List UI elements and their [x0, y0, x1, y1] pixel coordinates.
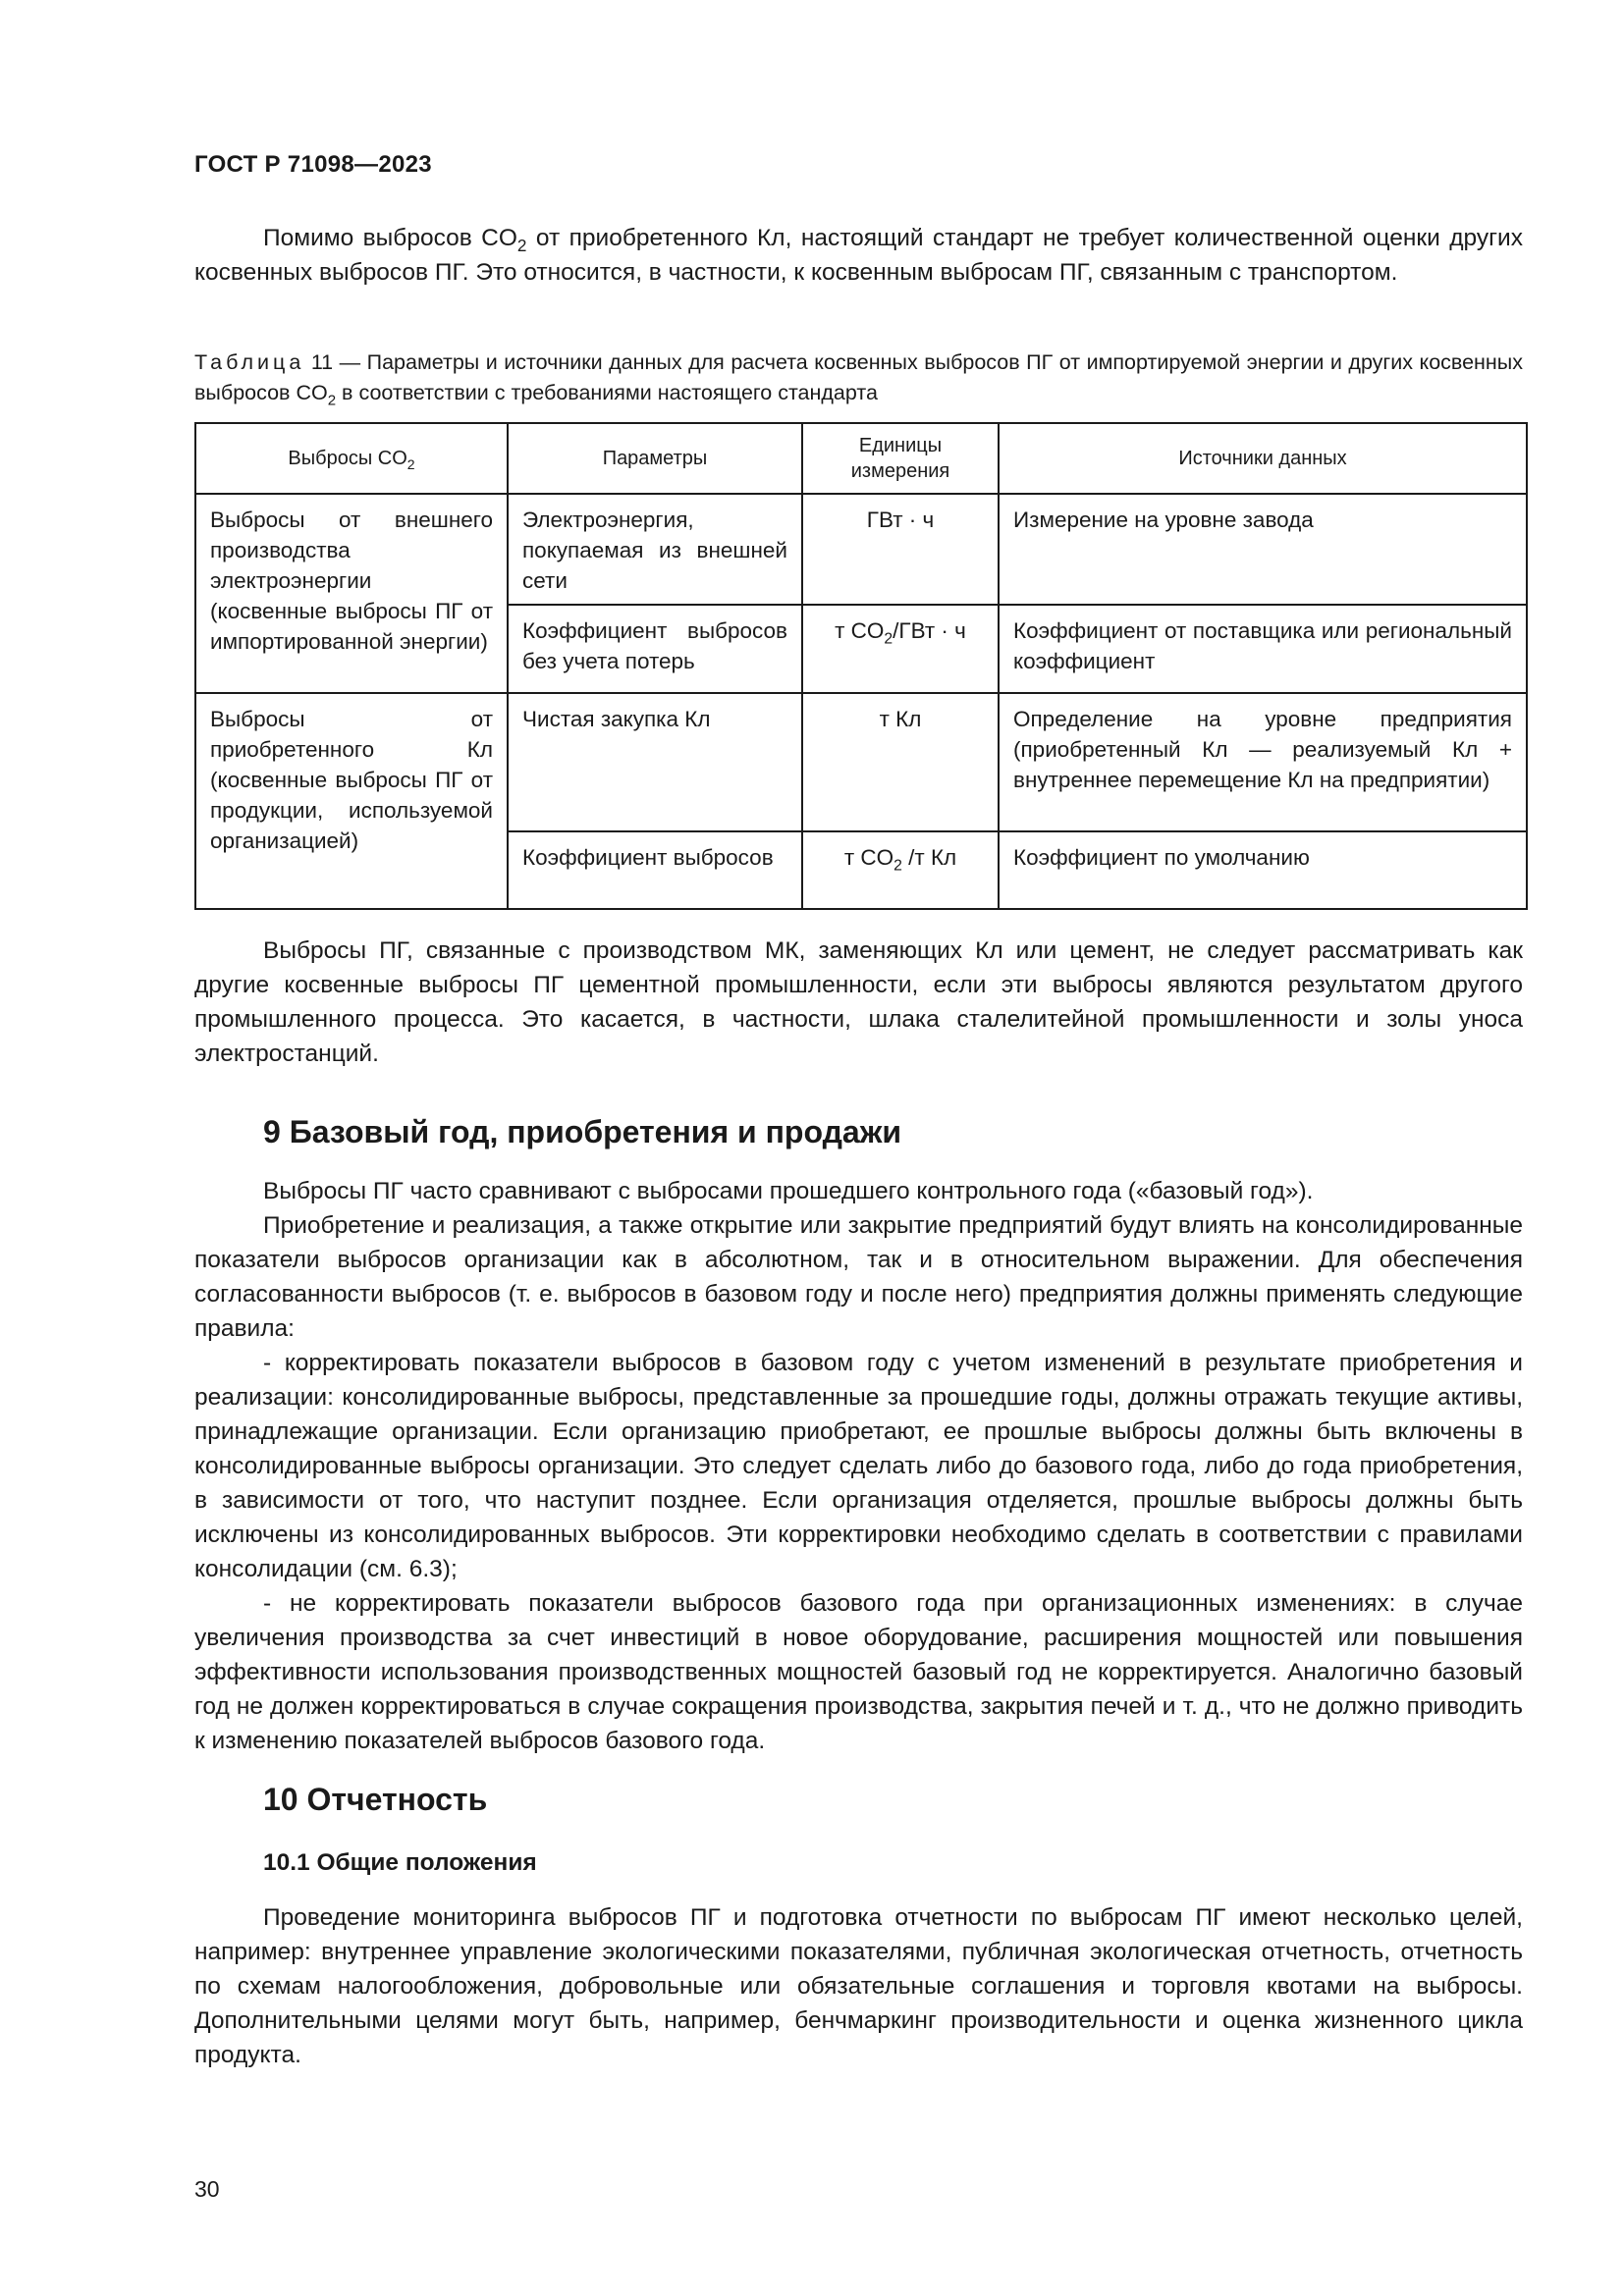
group2-row1-parameter: Чистая закупка Кл	[508, 693, 802, 831]
section-9-bullet-2	[194, 1586, 1523, 1758]
group2-row2-unit	[802, 831, 999, 909]
intro-paragraph	[194, 221, 1523, 290]
section-9-paragraph-1	[194, 1174, 1523, 1208]
intro-subscript: 2	[516, 236, 527, 255]
page-header-standard-code: ГОСТ Р 71098—2023	[194, 151, 432, 178]
group1-row2-unit-subscript: 2	[884, 630, 893, 648]
group1-row2-unit-b: /ГВт · ч	[893, 618, 966, 643]
table-caption-subscript: 2	[327, 392, 337, 409]
group2-row1-unit: т Кл	[802, 693, 999, 831]
section-9-heading: 9 Базовый год, приобретения и продажи	[263, 1114, 902, 1149]
header-units: Единицы измерения	[802, 423, 999, 494]
header-emissions	[195, 423, 508, 494]
group2-row2-source: Коэффициент по умолчанию	[999, 831, 1527, 909]
section-9-p1-text: Выбросы ПГ часто сравнивают с выбросами прошедшего контрольного года («базовый год»).	[263, 1178, 1314, 1204]
group1-row2-source: Коэффициент от поставщика или региональный коэффициент	[999, 605, 1527, 693]
section-10-1-heading: 10.1 Общие положения	[263, 1849, 537, 1876]
page-number: 30	[194, 2176, 220, 2202]
group1-row2-unit-a: т CO	[835, 618, 885, 643]
after-table-paragraph	[194, 934, 1523, 1071]
section-10-p1-text: Проведение мониторинга выбросов ПГ и подготовка отчетности по выбросам ПГ имеют несколько целей, например: внутреннее управление экологическими показателями, публичная экологическая отчетность, отчетность по схемам налогообложения, добровольные или обязательные соглашения и торговля квотами на выбросы. Дополнительными целями могут быть, например, бенчмаркинг производительности и оценка жизненного цикла продукта.	[194, 1904, 1523, 2068]
intro-text-b: от приобретенного Кл, настоящий стандарт не требует количественной оценки других косвенных выбросов ПГ. Это относится, в частности, к косвенным выбросам ПГ, связанным с транспортом.	[194, 225, 1523, 286]
table-caption	[194, 347, 1523, 408]
section-9-paragraph-2	[194, 1208, 1523, 1346]
emissions-data-table	[194, 422, 1528, 910]
header-emissions-text: Выбросы CO	[288, 448, 407, 469]
group2-row2-parameter: Коэффициент выбросов	[508, 831, 802, 909]
group1-row1-source: Измерение на уровне завода	[999, 494, 1527, 605]
table-caption-text-a: 11 — Параметры и источники данных для расчета косвенных выбросов ПГ от импортируемой энергии и других косвенных выбросов CO	[194, 350, 1523, 404]
table-caption-prefix: Таблица	[194, 350, 305, 374]
group2-row2-unit-a: т CO	[843, 845, 894, 870]
group2-row2-unit-subscript: 2	[893, 857, 902, 875]
group2-row1-source: Определение на уровне предприятия (приобретенный Кл — реализуемый Кл + внутреннее перемещение Кл на предприятии)	[999, 693, 1527, 831]
section-10-heading: 10 Отчетность	[263, 1782, 488, 1817]
table-caption-text-b: в соответствии с требованиями настоящего стандарта	[336, 381, 878, 404]
header-emissions-subscript: 2	[406, 455, 415, 472]
group2-row2-unit-b: /т Кл	[901, 845, 957, 870]
group1-row1-parameter: Электроэнергия, покупаемая из внешней сети	[508, 494, 802, 605]
section-9-bullet-1-text: - корректировать показатели выбросов в базовом году с учетом изменений в результате приобретения и реализации: консолидированные выбросы, представленные за прошедшие годы, должны отражать текущие активы, принадлежащие организации. Если организацию приобретают, ее прошлые выбросы должны быть включены в консолидированные выбросы организации. Это следует сделать либо до базового года, либо до года приобретения, в зависимости от того, что наступит позднее. Если организация отделяется, прошлые выбросы должны быть исключены из консолидированных выбросов. Эти корректировки необходимо сделать в соответствии с правилами консолидации (см. 6.3);	[194, 1350, 1523, 1582]
group1-row1-unit: ГВт · ч	[802, 494, 999, 605]
group1-row2-unit	[802, 605, 999, 693]
section-9-p2-text: Приобретение и реализация, а также открытие или закрытие предприятий будут влиять на консолидированные показатели выбросов организации как в абсолютном, так и в относительном выражении. Для обеспечения согласованности выбросов (т. е. выбросов в базовом году и после него) предприятия должны применять следующие правила:	[194, 1212, 1523, 1342]
table-header-row	[195, 423, 1527, 494]
header-data-sources: Источники данных	[999, 423, 1527, 494]
section-9-bullet-1	[194, 1346, 1523, 1586]
section-10-paragraph-1	[194, 1900, 1523, 2072]
group2-category: Выбросы от приобретенного Кл (косвенные выбросы ПГ от продукции, используемой организацией)	[195, 693, 508, 909]
section-9-bullet-2-text: - не корректировать показатели выбросов базового года при организационных изменениях: в случае увеличения производства за счет инвестиций в новое оборудование, расширения мощностей или повышения эффективности использования производственных мощностей базовый год не корректируется. Аналогично базовый год не должен корректироваться в случае сокращения производства, закрытия печей и т. д., что не должно приводить к изменению показателей выбросов базового года.	[194, 1590, 1523, 1754]
group1-row2-parameter: Коэффициент выбросов без учета потерь	[508, 605, 802, 693]
intro-text-a: Помимо выбросов CO	[263, 225, 517, 251]
table-row	[195, 494, 1527, 605]
table-row	[195, 693, 1527, 831]
header-parameters: Параметры	[508, 423, 802, 494]
after-table-text: Выбросы ПГ, связанные с производством МК, заменяющих Кл или цемент, не следует рассматривать как другие косвенные выбросы ПГ цементной промышленности, если эти выбросы являются результатом другого промышленного процесса. Это касается, в частности, шлака сталелитейной промышленности и золы уноса электростанций.	[194, 937, 1523, 1067]
group1-category: Выбросы от внешнего производства электроэнергии (косвенные выбросы ПГ от импортированной энергии)	[195, 494, 508, 693]
